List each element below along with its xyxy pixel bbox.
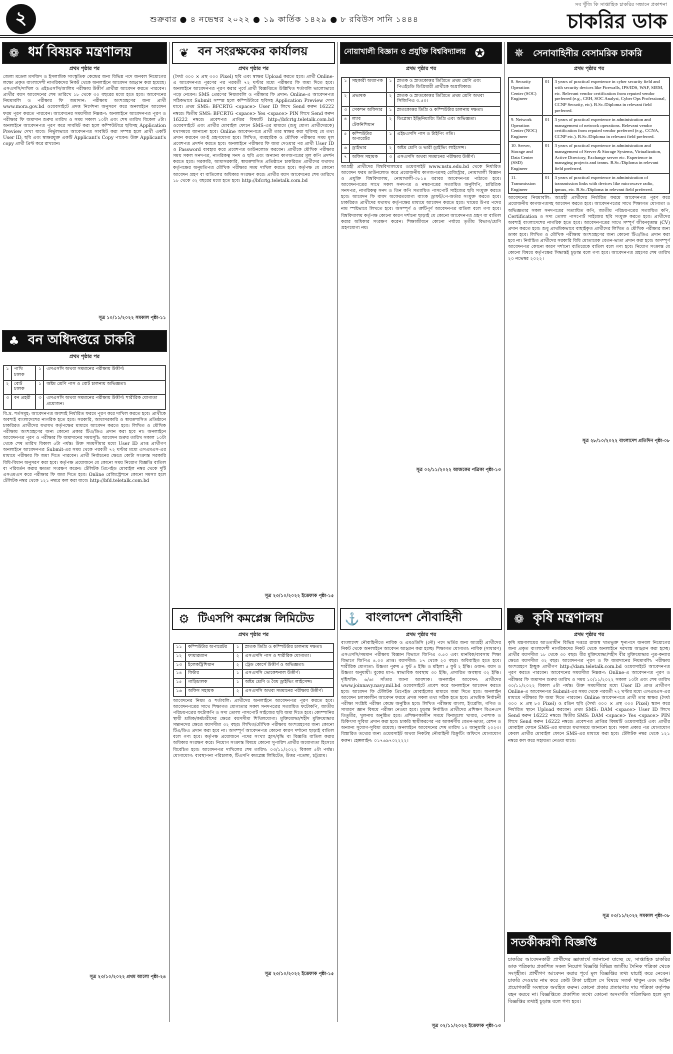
tsp-title: টিএসপি কমপ্লেক্স লিমিটেড: [198, 611, 314, 625]
table-cell: বোট চালক: [12, 380, 36, 395]
tsp-table: [173, 643, 334, 697]
table-cell: ৩: [387, 153, 395, 162]
table-cell: ৫: [342, 130, 350, 145]
table-cell: ২: [4, 380, 12, 395]
table-cell: ২: [234, 661, 243, 670]
masthead: [0, 0, 673, 38]
caution-header: [507, 932, 671, 954]
brand-name: চাকরির ডাক: [567, 9, 667, 33]
forest-dept-table: [3, 365, 166, 410]
table-row: [342, 92, 501, 107]
table-cell: ১৫: [174, 679, 186, 688]
nstu-header: [340, 42, 502, 64]
table-cell: ১৬: [174, 687, 186, 696]
table-cell: ১: [387, 78, 395, 93]
table-cell: ল্যাব টেকনিশিয়ান: [350, 115, 387, 130]
conservator-section: [170, 42, 337, 604]
forest-dept-header: [2, 330, 167, 352]
table-row: [509, 115, 670, 141]
table-cell: ইলেকট্রিশিয়ান: [186, 661, 234, 670]
table-row: [174, 644, 334, 653]
table-cell: ১১: [174, 644, 186, 653]
table-cell: অষ্টম শ্রেণি ও ভারী ড্রাইভিং লাইসেন্স।: [395, 145, 501, 154]
table-row: [4, 395, 166, 410]
table-row: [174, 652, 334, 661]
caution-title: সতর্কীকরণী বিজ্ঞপ্তি: [511, 935, 597, 949]
conservator-body: (দৈর্ঘ্য ৩০০ × প্রস্থ ৩০০ Pixel) ছবি এবং স্বাক্ষর Upload করতে হবে। প্রার্থী Online-এ আবেদনপত্র পূরণের পর পরবর্তী ৭২ ঘণ্টার মধ্যে পরীক্ষার ফি জমা দিতে হবে। অনলাইনে আবেদনপত্র পূরণ করার পূর্বে প্রার্থী বিজ্ঞপ্তিতে উল্লিখিত শর্তাবলি ভালোভাবে পড়ে নেবেন। SMS প্রেরণের নিয়মাবলি ও পরীক্ষার ফি প্রদান: Online-এ আবেদনপত্র সঠিকভাবে Submit সম্পন্ন হলে কম্পিউটারে ছবিসহ Application Preview দেখা যাবে। প্রথম SMS: BFCRTG <space> User ID লিখে Send করুন 16222 নম্বরে। দ্বিতীয় SMS: BFCRTG <space> Yes <space> PIN লিখে Send করুন 16222 নম্বরে। প্রবেশপত্র প্রাপ্তির বিষয়টি http://bfcrtg.teletalk.com.bd ওয়েবসাইটে এবং প্রার্থীর মোবাইল ফোনে SMS-এর মাধ্যমে (শুধু যোগ্য প্রার্থীদেরকে) যথাসময়ে জানানো হবে। Online আবেদনপত্রে প্রার্থী তার স্বাক্ষর করা ছবিসহ যে তথ্য প্রদান করবেন তা-ই গ্রহণযোগ্য হবে। লিখিত, ব্যবহারিক ও মৌখিক পরীক্ষার সময় মূল প্রবেশপত্র প্রদর্শন করতে হবে। অনলাইনে পরীক্ষার ফি জমা দেওয়ার পর প্রার্থী User ID ও Password ব্যবহার করে প্রবেশপত্র ডাউনলোড করবেন। প্রার্থীকে মৌখিক পরীক্ষার সময় সকল সনদপত্র, নাগরিকত্ব সনদ ও ছবি এবং অন্যান্য কাগজপত্রের মূল কপি প্রদর্শন করতে হবে। সরকারি, আধাসরকারি, স্বায়ত্তশাসিত প্রতিষ্ঠানে চাকরিরত প্রার্থীদের যথাযথ কর্তৃপক্ষের অনুমতিপত্র মৌখিক পরীক্ষার সময় দাখিল করতে হবে। কর্তৃপক্ষ যে কোনো আবেদন গ্রহণ বা বাতিলের অধিকার সংরক্ষণ করে। প্রার্থীর বয়স আবেদনের শেষ তারিখে ১৮ থেকে ৩২ বছরের মধ্যে হতে হবে। http://bfcrtg.teletalk.com.bd: [173, 75, 334, 184]
religion-title: ধর্ম বিষয়ক মন্ত্রণালয়: [28, 44, 132, 60]
conservator-reference: সূত্র ২৩/১০/২০২২ ইত্তেফাক পৃষ্ঠা-১৫: [264, 594, 334, 599]
table-cell: 10. Server, Storage and Data Center (SSD) Engineer: [509, 141, 543, 173]
tsp-reference: সূত্র ২৩/১০/২০২২ ইত্তেফাক পৃষ্ঠা-১৫: [264, 971, 334, 977]
table-cell: 3 years of practical experience in administration and management of Server & Storage Systems, Virtualization, Active Directory, Exchange server etc. Experience in managing projects and teams. B.Sc./Diploma in relevant field preferred.: [552, 141, 669, 173]
forest-dept-title: বন অধিদপ্তরে চাকরি: [28, 332, 135, 348]
continued-label: প্রথম পৃষ্ঠার পর: [69, 354, 100, 360]
caution-body: চাকরির আবেদনকারী প্রার্থীদের জ্ঞাতার্থে জানানো যাচ্ছে যে, সাপ্তাহিক চাকরির ডাক পত্রিকায় প্রকাশিত সকল নিয়োগ বিজ্ঞপ্তি বিভিন্ন জাতীয় দৈনিক পত্রিকা থেকে সংগৃহীত। প্রার্থীগণ আবেদন করার পূর্বে মূল বিজ্ঞপ্তির তথ্য যাচাই করে নেবেন। চাকরি দেওয়ার নাম করে কেউ টাকা চাইলে সে বিষয়ে সতর্ক থাকুন এবং আইন প্রয়োগকারী সংস্থাকে অবহিত করুন। কোনো প্রকার প্রতারণার দায় পত্রিকা কর্তৃপক্ষ বহন করবে না। বিজ্ঞপ্তিতে প্রকাশিত তথ্যে কোনো অসংগতি পরিলক্ষিত হলে মূল বিজ্ঞপ্তির তথ্যই চূড়ান্ত বলে গণ্য হবে।: [508, 957, 670, 1005]
nstu-body: আগ্রহী প্রার্থীদের বিশ্ববিদ্যালয়ের ওয়েবসাইট www.nstu.edu.bd থেকে নির্ধারিত আবেদন ফরম ডাউনলোড করে প্রয়োজনীয় কাগজপত্রসহ রেজিস্ট্রার, নোয়াখালী বিজ্ঞান ও প্রযুক্তি বিশ্ববিদ্যালয়, নোয়াখালী-৩৮১৪ বরাবর আবেদনপত্র পাঠাতে হবে। আবেদনপত্রের সাথে সকল সনদপত্র ও নম্বরপত্রের সত্যায়িত অনুলিপি, চারিত্রিক সনদপত্র, নাগরিকত্ব সনদ ও তিন কপি সত্যায়িত পাসপোর্ট সাইজের ছবি সংযুক্ত করতে হবে। আবেদন ফি বাবদ অফেরতযোগ্য ব্যাংক ড্রাফট/পে-অর্ডার সংযুক্ত করতে হবে। চাকরিরত প্রার্থীদের যথাযথ কর্তৃপক্ষের মাধ্যমে আবেদন করতে হবে। খামের উপর পদের নাম স্পষ্টভাবে লিখতে হবে। অসম্পূর্ণ ও ত্রুটিপূর্ণ আবেদনপত্র বাতিল বলে গণ্য হবে। বিশ্ববিদ্যালয় কর্তৃপক্ষ কোনো কারণ দর্শানো ছাড়াই যে কোনো আবেদনপত্র গ্রহণ বা বাতিল করার অধিকার সংরক্ষণ করেন। শিক্ষাজীবনে কোনো পর্যায়ে তৃতীয় বিভাগ/শ্রেণি গ্রহণযোগ্য নয়।: [341, 164, 501, 231]
nstu-section: [338, 42, 504, 604]
table-cell: এসএসসি অথবা সমমানের পরীক্ষায় উত্তীর্ণ।: [243, 687, 334, 696]
table-cell: ১: [234, 670, 243, 679]
caution-section: [505, 932, 673, 1022]
nstu-table: [341, 77, 501, 163]
tsp-header: [172, 608, 335, 630]
table-cell: বন প্রহরী: [12, 395, 36, 410]
continued-label: প্রথম পৃষ্ঠার পর: [573, 632, 605, 638]
table-cell: ১: [387, 130, 395, 145]
table-cell: কম্পিউটার অপারেটর: [186, 644, 234, 653]
table-cell: 01: [543, 141, 553, 173]
table-cell: এসএসসি অথবা সমমানের পরীক্ষায় উত্তীর্ণ।: [44, 366, 166, 381]
navy-section: [338, 608, 504, 1029]
table-row: [4, 366, 166, 381]
table-cell: ড্রাইভার: [350, 145, 387, 154]
table-row: [342, 130, 501, 145]
table-cell: 11. Transmission Engineer: [509, 173, 543, 193]
table-cell: ১৩: [174, 661, 186, 670]
table-row: [509, 78, 670, 116]
table-row: [342, 145, 501, 154]
table-cell: অফিস সহায়ক: [186, 687, 234, 696]
table-row: [174, 679, 334, 688]
continued-label: প্রথম পৃষ্ঠার পর: [69, 66, 100, 72]
table-cell: ১২: [174, 652, 186, 661]
table-cell: ২: [387, 92, 395, 107]
column-1: [0, 42, 170, 1022]
army-header: [507, 42, 671, 64]
table-cell: স্নাতক ও স্নাতকোত্তর ডিগ্রিতে প্রথম শ্রেণি এবং পিএইচডি ডিগ্রিধারী প্রার্থীকে অগ্রাধিকার।: [395, 78, 501, 93]
ministry-seal-icon: ❁: [8, 46, 20, 60]
table-cell: ট্রেড কোর্সে উত্তীর্ণ ও অভিজ্ঞতা।: [243, 661, 334, 670]
table-cell: এইচএসসি পাস ও টাইপিং গতি।: [395, 130, 501, 145]
navy-header: [340, 608, 502, 630]
conservator-title: বন সংরক্ষকের কার্যালয়: [198, 44, 308, 58]
table-cell: অষ্টম শ্রেণি পাস ও বোট চালনায় অভিজ্ঞতা।: [44, 380, 166, 395]
forest-seal-icon: ♣: [8, 334, 20, 348]
table-cell: ফায়ারম্যান: [186, 652, 234, 661]
ministry-seal-icon: ❁: [513, 612, 525, 626]
factory-icon: ⚙: [178, 612, 190, 626]
table-cell: ২: [234, 652, 243, 661]
continued-label: প্রথম পৃষ্ঠার পর: [405, 66, 437, 72]
table-cell: 8. Security Operation Center (SOC) Engineer: [509, 78, 543, 116]
table-cell: 3 years of practical experience in administration and management of network operations. Relevant vendor certification from reputed vendor preferred (e.g., CCNA, CCNP etc.). B.Sc./Diploma in relevant field preferred.: [552, 115, 669, 141]
table-cell: ৪: [342, 115, 350, 130]
table-cell: স্নাতক ডিগ্রি ও কম্পিউটার চালনায় দক্ষতা।: [243, 644, 334, 653]
table-cell: ২: [387, 145, 395, 154]
table-row: [342, 153, 501, 162]
table-cell: এসএসসি অথবা সমমানের পরীক্ষায় উত্তীর্ণ।: [395, 153, 501, 162]
table-cell: 01: [543, 78, 553, 116]
navy-title: বাংলাদেশ নৌবাহিনী: [366, 610, 463, 624]
table-cell: ১: [36, 380, 44, 395]
table-cell: ৬: [342, 145, 350, 154]
table-cell: ১: [234, 679, 243, 688]
column-4: [505, 42, 673, 1022]
agriculture-body: কৃষি মন্ত্রণালয়ের আওতাধীন বিভিন্ন দপ্তরে রাজস্ব খাতভুক্ত শূন্যপদে জনবল নিয়োগের জন্য প্রকৃত বাংলাদেশী নাগরিকদের নিকট থেকে অনলাইনে দরখাস্ত আহ্বান করা হচ্ছে। প্রার্থীর বয়সসীমা ১৮ থেকে ৩০ বছর। বীর মুক্তিযোদ্ধা/শহীদ বীর মুক্তিযোদ্ধার পুত্র-কন্যার ক্ষেত্রে বয়সসীমা ৩২ বছর। আবেদনপত্র পূরণ ও ফি জমাদানের নিয়মাবলি: পরীক্ষায় অংশগ্রহণে ইচ্ছুক প্রার্থীগণ http://dam.teletalk.com.bd ওয়েবসাইটে আবেদনপত্র পূরণ করতে পারবেন। আবেদনের সময়সীমা নিম্নরূপ: Online-এ আবেদনপত্র পূরণ ও পরীক্ষার ফি জমাদান শুরুর তারিখ ও সময় ১০/১১/২০২২ সকাল ১০টা এবং শেষ তারিখ ৩০/১১/২০২২ বিকাল ৫টা পর্যন্ত। উক্ত সময়সীমার মধ্যে User ID প্রাপ্ত প্রার্থীগণ Online-এ আবেদনপত্র Submit-এর সময় থেকে পরবর্তী ৭২ ঘণ্টার মধ্যে এসএমএস-এর মাধ্যমে পরীক্ষার ফি জমা দিতে পারবেন। Online আবেদনপত্রে প্রার্থী তার স্বাক্ষর (দৈর্ঘ্য ৩০০ × প্রস্থ ৮০ Pixel) ও রঙিন ছবি (দৈর্ঘ্য ৩০০ × প্রস্থ ৩০০ Pixel) স্ক্যান করে নির্ধারিত স্থানে Upload করবেন। প্রথম SMS: DAM <space> User ID লিখে Send করুন 16222 নম্বরে। দ্বিতীয় SMS: DAM <space> Yes <space> PIN লিখে Send করুন 16222 নম্বরে। প্রবেশপত্র প্রাপ্তির বিষয়টি ওয়েবসাইটে এবং প্রার্থীর মোবাইল ফোনে SMS-এর মাধ্যমে যথাসময়ে জানানো হবে। সকল প্রকার পত্র যোগাযোগ কেবল প্রার্থীর মোবাইল ফোনে SMS-এর মাধ্যমে করা হবে। টেলিটক নম্বর থেকে ১২১ নম্বরে কল করে সহায়তা নেওয়া যাবে।: [508, 641, 670, 744]
army-title: সেনাবাহিনীর বেসামরিক চাকরি: [533, 48, 642, 59]
agriculture-section: [505, 608, 673, 928]
army-reference: সূত্র ২৮/১০/২০২২ বাংলাদেশ প্রতিদিন পৃষ্ঠা-০৮: [582, 439, 670, 445]
table-cell: স্নাতকোত্তর ডিগ্রি ও কম্পিউটার চালনায় দক্ষতা।: [395, 107, 501, 116]
table-cell: ৭: [342, 153, 350, 162]
continued-label: প্রথম পৃষ্ঠার পর: [238, 66, 269, 72]
army-section: [505, 42, 673, 604]
table-cell: গাড়িচালক: [186, 679, 234, 688]
tsp-body: আবেদনের নিয়ম ও শর্তাবলি: প্রার্থীদের অনলাইনে আবেদনপত্র পূরণ করতে হবে। আবেদনপত্রের সাথে শিক্ষাগত যোগ্যতার সকল সনদপত্রের সত্যায়িত ফটোকপি, জাতীয় পরিচয়পত্রের ফটোকপি ও সদ্য তোলা পাসপোর্ট সাইজের ছবি জমা দিতে হবে। কোম্পানির স্থায়ী শ্রমিক/কর্মচারীদের ক্ষেত্রে বয়সসীমা শিথিলযোগ্য। মুক্তিযোদ্ধা/শহীদ মুক্তিযোদ্ধার সন্তানদের ক্ষেত্রে বয়সসীমা ৩২ বছর। লিখিত/মৌখিক পরীক্ষায় অংশগ্রহণের জন্য কোনো টিএ/ডিএ প্রদান করা হবে না। অসম্পূর্ণ আবেদনপত্র কোনো কারণ দর্শানো ছাড়াই বাতিল বলে গণ্য হবে। কর্তৃপক্ষ প্রয়োজনে পদের সংখ্যা হ্রাস/বৃদ্ধি বা বিজ্ঞপ্তি বাতিল করার অধিকার সংরক্ষণ করে। নিয়োগ সংক্রান্ত বিষয়ে কোনো সুপারিশ প্রার্থীর অযোগ্যতা হিসেবে বিবেচিত হবে। আবেদনপত্র দাখিলের শেষ তারিখ: ০৩/১১/২০২২ বিকাল ৫টা পর্যন্ত। যোগাযোগ: ব্যবস্থাপনা পরিচালক, টিএসপি কমপ্লেক্স লিমিটেড, উত্তর পতেঙ্গা, চট্টগ্রাম।: [173, 698, 334, 759]
table-cell: 01: [543, 173, 553, 193]
table-cell: ১: [342, 78, 350, 93]
continued-label: প্রথম পৃষ্ঠার পর: [238, 632, 269, 638]
table-cell: ২: [342, 92, 350, 107]
table-cell: সহকারী অধ্যাপক: [350, 78, 387, 93]
forest-dept-reference: সূত্র ২৩/১০/২০২২ প্রথম আলো পৃষ্ঠা-২৪: [89, 974, 166, 980]
religion-header: [2, 42, 167, 64]
anchor-icon: ⚓: [344, 612, 360, 626]
continued-label: প্রথম পৃষ্ঠার পর: [573, 66, 605, 72]
army-table: [508, 77, 670, 194]
table-row: [509, 141, 670, 173]
table-cell: ১: [36, 366, 44, 381]
table-row: [174, 670, 334, 679]
table-cell: ২: [387, 115, 395, 130]
table-row: [174, 687, 334, 696]
table-row: [342, 115, 501, 130]
table-cell: ১: [4, 366, 12, 381]
page-number: ২: [6, 4, 36, 34]
table-cell: অষ্টম শ্রেণি ও বৈধ ড্রাইভিং লাইসেন্স।: [243, 679, 334, 688]
table-cell: ১৪: [174, 670, 186, 679]
religion-reference: সূত্র ১০/১১/২০২২ সমকাল পৃষ্ঠা-১১: [98, 316, 166, 321]
table-cell: ডিপ্লোমা ইঞ্জিনিয়ারিং ডিগ্রি এবং অভিজ্ঞতা।: [395, 115, 501, 130]
leaf-icon: ❦: [178, 46, 190, 60]
table-cell: ২: [234, 687, 243, 696]
brand-tagline: সব খুঁজি কি সাপ্তাহিক চাকরির সন্ধানে প্রকাশনা: [575, 2, 667, 8]
university-seal-icon: ✪: [474, 46, 485, 60]
table-cell: ৩: [342, 107, 350, 116]
navy-reference: সূত্র ০২/১১/২০২২ ইত্তেফাক পৃষ্ঠা-১৩: [431, 1024, 501, 1029]
table-cell: ৩: [4, 395, 12, 410]
table-row: [342, 78, 501, 93]
army-emblem-icon: ✵: [513, 46, 525, 60]
table-cell: 9. Network Operation Center (NOC) Engineer: [509, 115, 543, 141]
nstu-reference: সূত্র ০২/১১/২০২২ আজকের পত্রিকা পৃষ্ঠা-১৩: [416, 467, 501, 473]
table-row: [342, 107, 501, 116]
religion-body: জেলা মডেল মসজিদ ও ইসলামিক সাংস্কৃতিক কেন্দ্রের জন্য বিভিন্ন পদে জনবল নিয়োগের লক্ষ্যে প্রকৃত বাংলাদেশী নাগরিকদের নিকট থেকে অনলাইনে আবেদন আহ্বান করা হয়েছে। এসএসসি/দাখিল ও এইচএসসি/আলিম পরীক্ষায় উত্তীর্ণ প্রার্থীরা আবেদন করতে পারবেন। প্রার্থীর বয়স আবেদনের শেষ তারিখে ১৮ থেকে ৩০ বছরের মধ্যে হতে হবে। আবেদনের নিয়মাবলি ও পরীক্ষার ফি জমাদান: পরীক্ষায় অংশগ্রহণের জন্য প্রার্থী www.mora.gov.bd ওয়েবসাইটে প্রদত্ত নির্দেশনা অনুসরণ করে অনলাইনে আবেদন ফরম পূরণ করতে পারবেন। আবেদনের সময়সীমা নিম্নরূপ: অনলাইনে আবেদনপত্র পূরণ ও পরীক্ষার ফি জমাদান শুরুর তারিখ ও সময় সকাল ১০টা এবং শেষ তারিখ বিকেল ৫টা। অনলাইনে আবেদনপত্র পূরণ করে সাবমিট করা হলে কম্পিউটারে ছবিসহ Application Preview দেখা যাবে। নির্ভুলভাবে আবেদনপত্র সাবমিট করা সম্পন্ন হলে প্রার্থী একটি User ID, ছবি এবং স্বাক্ষরযুক্ত একটি Applicant's Copy পাবেন। উক্ত Applicant's copy প্রার্থী প্রিন্ট করে রাখবেন।: [3, 75, 166, 148]
table-cell: ১: [234, 644, 243, 653]
table-cell: স্নাতক ও স্নাতকোত্তর ডিগ্রিতে প্রথম শ্রেণি অথবা সিজিপিএ ৩.৫০।: [395, 92, 501, 107]
table-cell: সেকশন অফিসার: [350, 107, 387, 116]
agriculture-header: [507, 608, 671, 630]
table-cell: পাখি চালক: [12, 366, 36, 381]
column-3: [338, 42, 505, 1029]
conservator-header: [172, 42, 335, 64]
religion-section: [0, 42, 169, 327]
table-cell: অফিস সহায়ক: [350, 153, 387, 162]
table-cell: ৩: [36, 395, 44, 410]
table-row: [4, 380, 166, 395]
forest-dept-section: [0, 330, 169, 1022]
forest-dept-body: বি.দ্র. শর্তসমূহ: আবেদনপত্র অবশ্যই নির্ধারিত ফরমে পূরণ করে দাখিল করতে হবে। প্রার্থীকে অবশ্যই বাংলাদেশের নাগরিক হতে হবে। সরকারি, আধাসরকারি ও স্বায়ত্তশাসিত প্রতিষ্ঠানে চাকরিরত প্রার্থীদের যথাযথ কর্তৃপক্ষের মাধ্যমে আবেদন করতে হবে। লিখিত ও মৌখিক পরীক্ষায় অংশগ্রহণের জন্য কোনো প্রকার টিএ/ডিএ প্রদান করা হবে না। অনলাইনে আবেদনপত্র পূরণ ও পরীক্ষার ফি জমাদানের সময়সূচি: আবেদন শুরুর তারিখ সকাল ১০টা থেকে শেষ তারিখ বিকাল ৫টা পর্যন্ত। উক্ত সময়সীমার মধ্যে User ID প্রাপ্ত প্রার্থীগণ অনলাইনে আবেদনপত্র Submit-এর সময় থেকে পরবর্তী ৭২ ঘণ্টার মধ্যে এসএমএস-এর মাধ্যমে পরীক্ষার ফি জমা দিতে পারবেন। প্রার্থী নির্বাচনের ক্ষেত্রে কোটা সংক্রান্ত সরকারি বিধি-বিধান অনুসরণ করা হবে। কর্তৃপক্ষ প্রয়োজনে যে কোনো সময় নিয়োগ বিজ্ঞপ্তি বাতিল বা পরিবর্তন করার ক্ষমতা সংরক্ষণ করেন। টেলিটক প্রিপেইড মোবাইল নম্বর থেকে দুটি এসএমএস করে পরীক্ষার ফি জমা দিতে হবে। Online রেজিস্ট্রেশনে কোনো সমস্যা হলে টেলিটক নম্বর থেকে ১২১ নম্বরে কল করা যাবে। http://bfd.teletalk.com.bd: [3, 411, 166, 484]
brand-block: [517, 2, 667, 34]
agriculture-reference: সূত্র ০৩/১১/২০২২ সমকাল পৃষ্ঠা-০৮: [602, 914, 670, 919]
nstu-title: নোয়াখালী বিজ্ঞান ও প্রযুক্তি বিশ্ববিদ্যালয়: [344, 47, 466, 56]
table-row: [509, 173, 670, 193]
table-cell: 3 years of practical experience in cyber security field and with security devices like Firewalls, IPS/IDS, WAF, SIEM, etc. Relevant vendor certification from reputed vendor preferred (e.g., CEH, SOC Analyst, Cyber Ops Professional, CCNP Security, etc). B.Sc./Diploma in relevant field preferred.: [552, 78, 669, 116]
table-row: [174, 661, 334, 670]
table-cell: কম্পিউটার অপারেটর: [350, 130, 387, 145]
table-cell: ফিটার: [186, 670, 234, 679]
navy-body: বাংলাদেশ নৌবাহিনীতে নাবিক ও এমওডিসি (নৌ) পদে ভর্তির জন্য আগ্রহী প্রার্থীদের নিকট থেকে অনলাইনে আবেদন আহ্বান করা হচ্ছে। শিক্ষাগত যোগ্যতা: নাবিক (সাধারণ) এসএসসি/সমমান পরীক্ষায় বিজ্ঞান বিভাগে জিপিএ ৩.৫০ এবং মানবিক/ব্যবসায় শিক্ষা বিভাগে জিপিএ ৪.০০ প্রাপ্ত। বয়সসীমা: ১৭ থেকে ২০ বছর। অবিবাহিত হতে হবে। শারীরিক যোগ্যতা: উচ্চতা পুরুষ ৫ ফুট ৪ ইঞ্চি ও মহিলা ৫ ফুট ২ ইঞ্চি। ওজন: বয়স ও উচ্চতা অনুযায়ী। বুকের মাপ: স্বাভাবিক অবস্থায় ৩০ ইঞ্চি, প্রসারিত অবস্থায় ৩২ ইঞ্চি। দৃষ্টিশক্তি: ৬/৬। সাঁতার জানা আবশ্যক। অনলাইন আবেদন: প্রার্থীদের www.joinnavy.navy.mil.bd ওয়েবসাইটে প্রবেশ করে অনলাইনে আবেদন করতে হবে। আবেদন ফি টেলিটক প্রিপেইড মোবাইলের মাধ্যমে জমা দিতে হবে। অনলাইন আবেদন চলাকালীন আবেদন ফরমে প্রদত্ত সকল তথ্য সঠিক হতে হবে। প্রাথমিক নির্বাচনী পরীক্ষা সংশ্লিষ্ট পরীক্ষা কেন্দ্রে অনুষ্ঠিত হবে। লিখিত পরীক্ষায় বাংলা, ইংরেজি, গণিত ও সাধারণ জ্ঞান বিষয়ে পরীক্ষা নেওয়া হবে। চূড়ান্ত নির্বাচিত প্রার্থীদের প্রশিক্ষণ বিএনএস তিতুমীর, খুলনায় অনুষ্ঠিত হবে। প্রশিক্ষণকালীন সময়ে বিনামূল্যে খাবার, পোশাক ও চিকিৎসা সুবিধা প্রদান করা হবে। চাকরি স্থায়ীকরণের পর আকর্ষণীয় বেতন-ভাতা, রেশন ও অন্যান্য সুযোগ-সুবিধা রয়েছে। অনলাইনে আবেদনের শেষ তারিখ ১০ জানুয়ারি ২০২৩। বিস্তারিত তথ্যের জন্য ওয়েবসাইট অথবা নিকটস্থ নৌবাহিনী রিক্রুটিং অফিসে যোগাযোগ করুন। হেল্পলাইন: ০১৭৬৯৭০২২২২।: [341, 641, 501, 744]
table-cell: 3 years of practical experience in administration of transmission links with devices like microwave radio, ipmux, etc. B.Sc./Diploma in relevant field preferred.: [552, 173, 669, 193]
dateline: শুক্রবার ● ৪ নভেম্বর ২০২২ ● ১৯ কার্তিক ১৪২৯ ● ৮ রবিউস সানি ১৪৪৪: [150, 15, 419, 24]
table-cell: ১: [387, 107, 395, 116]
table-cell: 01: [543, 115, 553, 141]
table-cell: এসএসসি পাস ও শারীরিক যোগ্যতা।: [243, 652, 334, 661]
column-2: [170, 42, 338, 1022]
army-body: আবেদনের নিয়মাবলি: আগ্রহী প্রার্থীদের নির্ধারিত ফরমে আবেদনপত্র পূরণ করে প্রয়োজনীয় কাগজপত্রসহ আবেদন করতে হবে। আবেদনপত্রের সাথে শিক্ষাগত যোগ্যতা ও অভিজ্ঞতার সকল সনদপত্রের সত্যায়িত কপি, জাতীয় পরিচয়পত্রের সত্যায়িত কপি, Certification ও সদ্য তোলা পাসপোর্ট সাইজের ছবি সংযুক্ত করতে হবে। প্রার্থীদের অবশ্যই বাংলাদেশের নাগরিক হতে হবে। আবেদনপত্রের সাথে সম্পূর্ণ জীবনবৃত্তান্ত (CV) প্রদান করতে হবে। শুধু প্রাথমিকভাবে বাছাইকৃত প্রার্থীদের লিখিত ও মৌখিক পরীক্ষার জন্য ডাকা হবে। লিখিত ও মৌখিক পরীক্ষায় অংশগ্রহণের জন্য কোনো টিএ/ডিএ প্রদান করা হবে না। নির্বাচিত প্রার্থীদের সরকারি বিধি মোতাবেক বেতন-ভাতা প্রদান করা হবে। অসম্পূর্ণ আবেদনপত্র কোনো কারণ দর্শানো ব্যতিরেকে বাতিল বলে গণ্য হবে। নিয়োগ সংক্রান্ত যে কোনো বিষয়ে কর্তৃপক্ষের সিদ্ধান্তই চূড়ান্ত বলে গণ্য হবে। আবেদনপত্র গ্রহণের শেষ তারিখ ২০ নভেম্বর ২০২২।: [508, 196, 670, 263]
continued-label: প্রথম পৃষ্ঠার পর: [405, 632, 437, 638]
agriculture-title: কৃষি মন্ত্রণালয়: [533, 610, 603, 626]
table-cell: প্রভাষক: [350, 92, 387, 107]
tsp-section: [170, 608, 337, 1022]
table-cell: এসএসসি ভোকেশনাল উত্তীর্ণ।: [243, 670, 334, 679]
table-cell: এসএসসি অথবা সমমানের পরীক্ষায় উত্তীর্ণ। শারীরিক যোগ্যতা প্রয়োজন।: [44, 395, 166, 410]
